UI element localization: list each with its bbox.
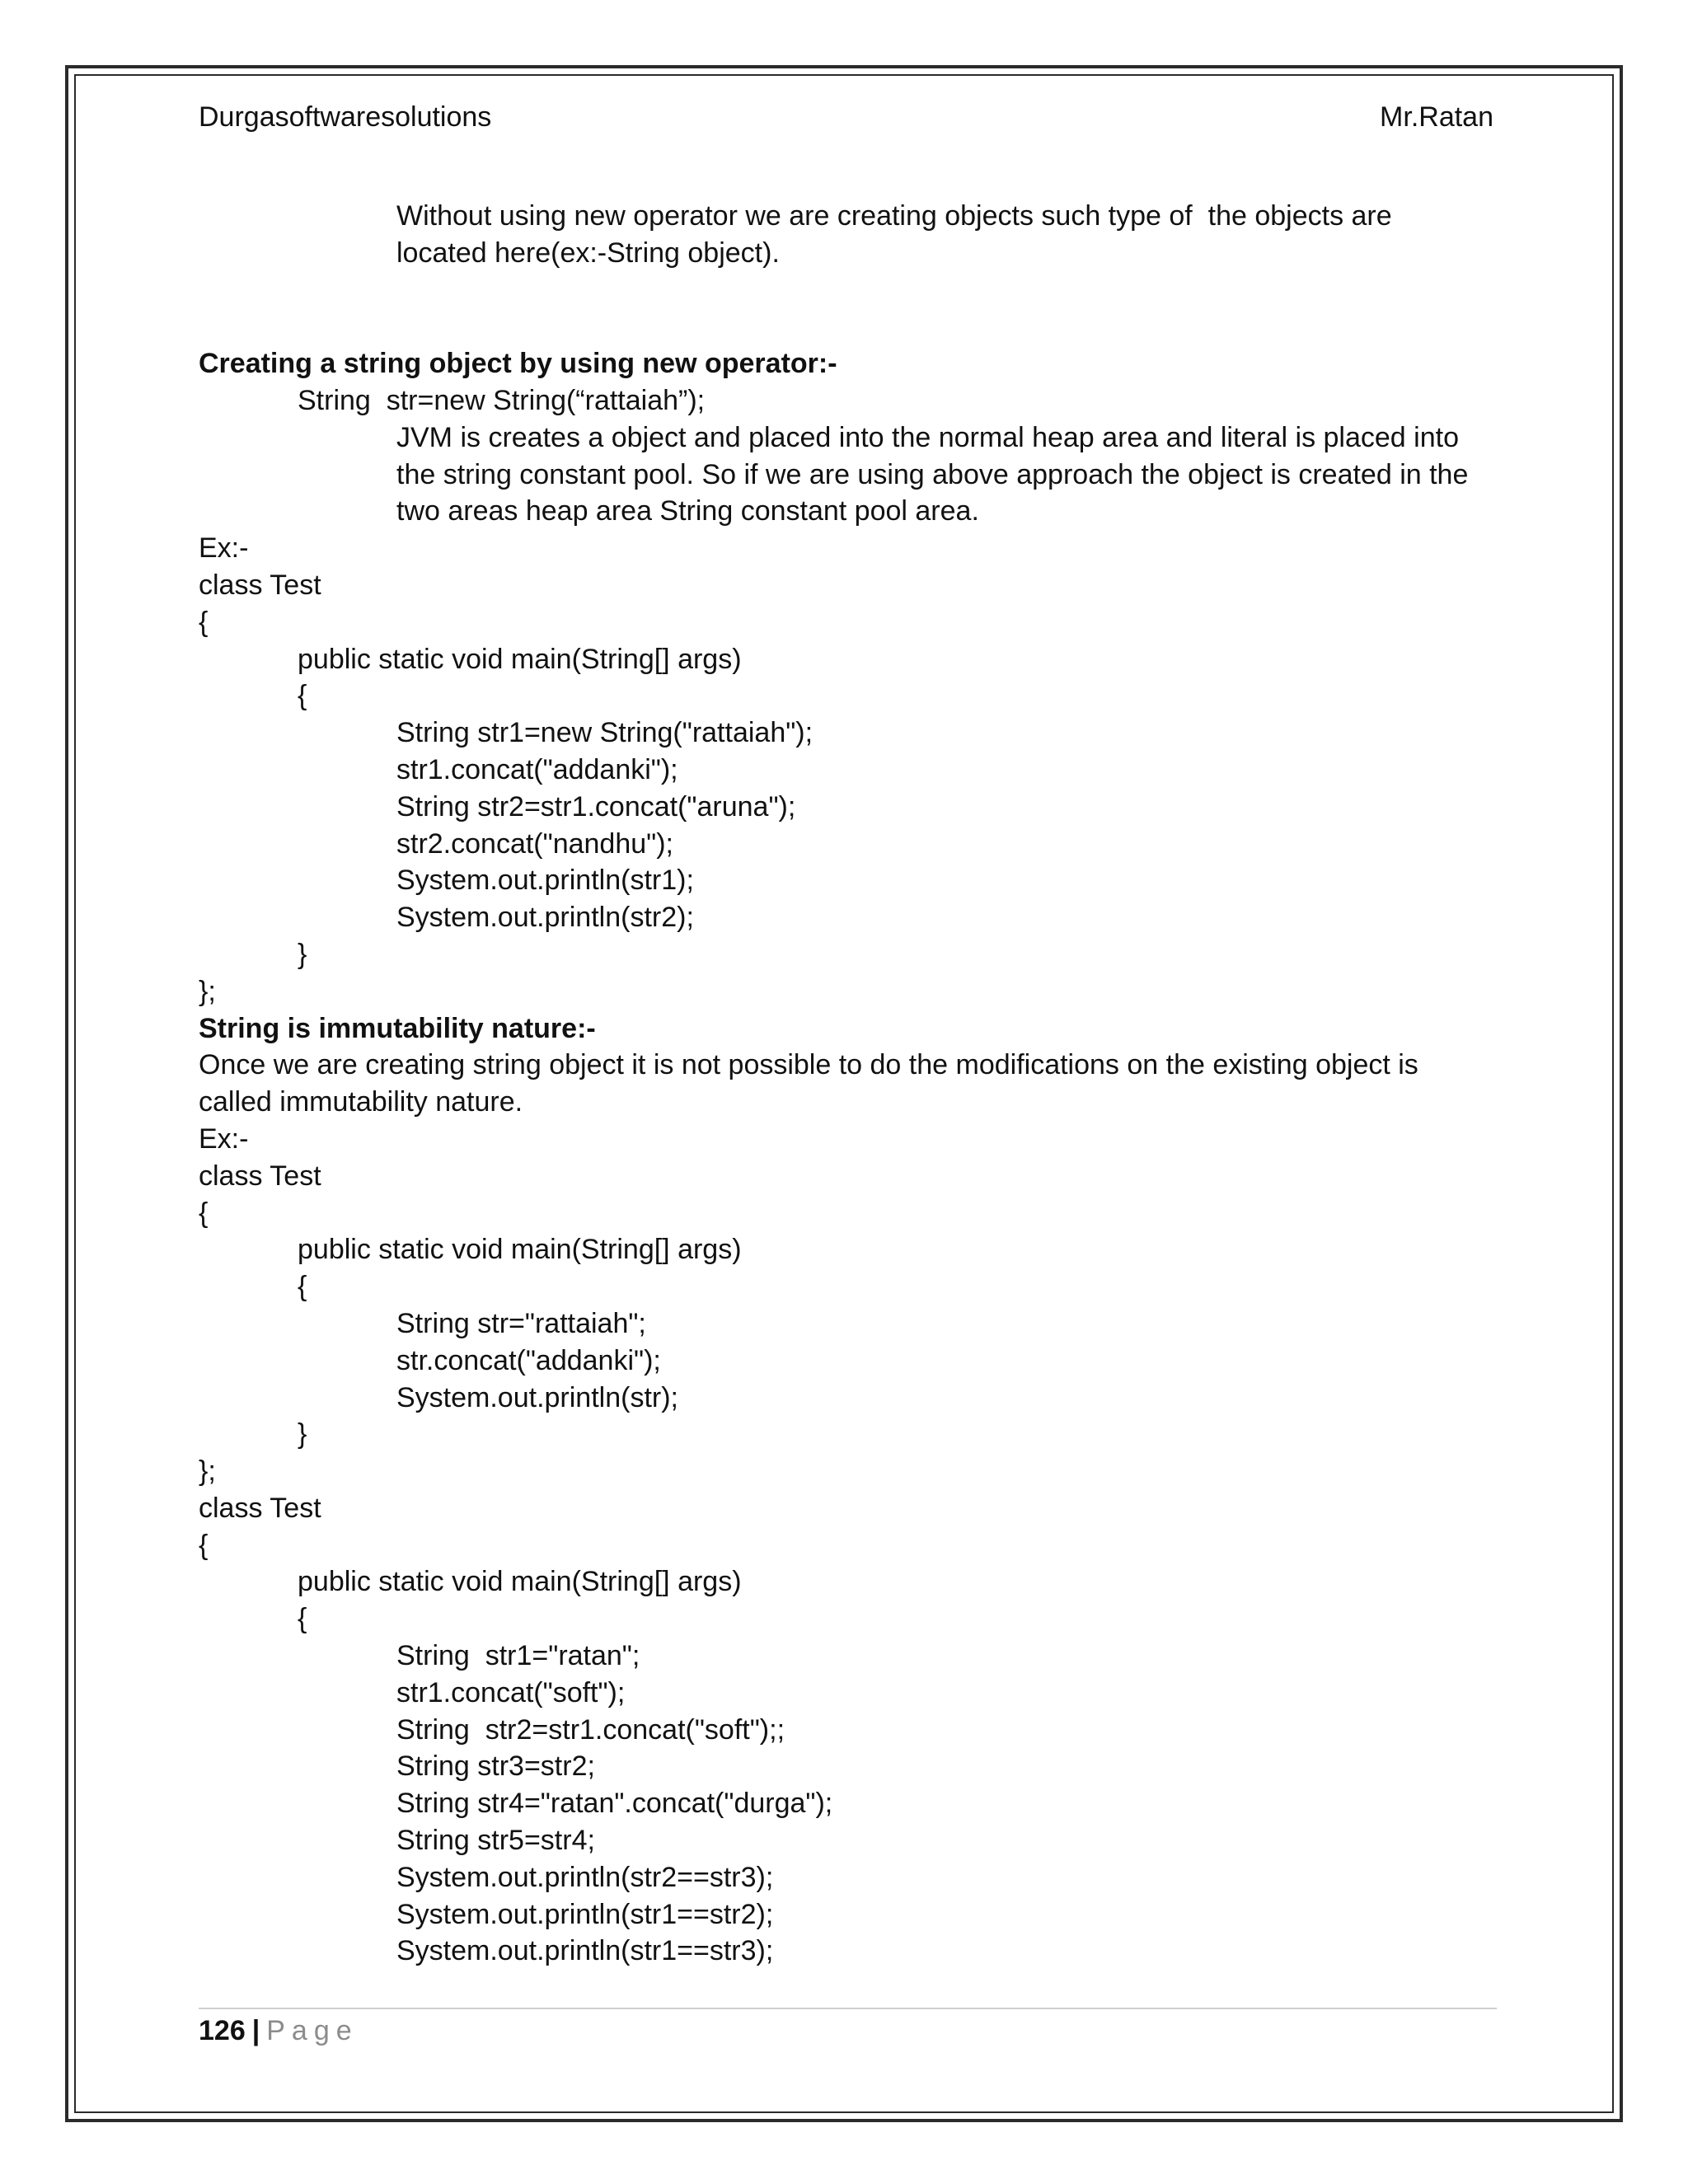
code-line: String str2=str1.concat("aruna");: [396, 790, 796, 823]
section-heading: String is immutability nature:-: [199, 1012, 596, 1044]
code-line: class Test: [199, 1160, 321, 1192]
code-line: str2.concat("nandhu");: [396, 827, 673, 860]
code-line: System.out.println(str2==str3);: [396, 1861, 774, 1893]
code-line: String str1=new String("rattaiah");: [396, 717, 814, 749]
intro-line: Without using new operator we are creating objects such type of the objects are: [396, 200, 1392, 232]
code-block: [199, 1158, 1501, 1490]
code-line: str.concat("addanki");: [396, 1344, 661, 1376]
code-line: str1.concat("soft");: [396, 1676, 626, 1708]
description-line: Once we are creating string object it is not possible to do the modifications on the existing object is: [199, 1049, 1418, 1081]
code-line: };: [199, 975, 216, 1007]
code-line: String str4="ratan".concat("durga");: [396, 1788, 833, 1820]
code-line: {: [199, 1529, 209, 1561]
code-line: String str1="ratan";: [396, 1640, 640, 1672]
code-line: String str2=str1.concat("soft");;: [396, 1713, 785, 1746]
code-line: str1.concat("addanki");: [396, 753, 678, 785]
code-line: String str3=str2;: [396, 1750, 595, 1783]
code-line: class Test: [199, 1492, 321, 1524]
description-line: two areas heap area String constant pool area.: [396, 495, 979, 527]
example-label: Ex:-: [199, 1122, 249, 1155]
code-block: [199, 567, 1501, 1010]
footer-rule: [199, 2008, 1497, 2009]
footer-separator: |: [251, 2015, 260, 2046]
code-line: };: [199, 1455, 216, 1488]
page-content: [199, 198, 1501, 1970]
code-line: System.out.println(str);: [396, 1381, 678, 1413]
page-word: Page: [266, 2015, 359, 2046]
code-line: class Test: [199, 569, 321, 601]
code-line: {: [298, 680, 307, 712]
page-footer: [199, 2013, 359, 2049]
code-line: {: [298, 1271, 307, 1303]
page-number: 126: [199, 2015, 246, 2046]
code-line: {: [199, 1197, 209, 1229]
example-label: Ex:-: [199, 532, 249, 565]
code-line: System.out.println(str1==str3);: [396, 1935, 774, 1967]
code-line: System.out.println(str1);: [396, 865, 694, 897]
code-line: }: [298, 938, 307, 970]
code-line: }: [298, 1418, 307, 1451]
code-line: {: [199, 606, 209, 638]
code-line: String str5=str4;: [396, 1825, 595, 1857]
code-line: public static void main(String[] args): [298, 1234, 742, 1266]
code-line: String str="rattaiah";: [396, 1307, 646, 1339]
description-line: called immutability nature.: [199, 1086, 523, 1118]
description-line: the string constant pool. So if we are using above approach the object is created in the: [396, 458, 1469, 490]
description-line: JVM is creates a object and placed into the normal heap area and literal is placed into: [396, 421, 1459, 453]
intro-line: located here(ex:-String object).: [396, 237, 780, 269]
code-line: System.out.println(str1==str2);: [396, 1898, 774, 1930]
header-author: Mr.Ratan: [1380, 101, 1493, 133]
code-line: public static void main(String[] args): [298, 1566, 742, 1598]
code-block: [199, 1490, 1501, 1970]
section-heading: Creating a string object by using new operator:-: [199, 348, 837, 380]
code-statement: String str=new String(“rattaiah”);: [298, 384, 706, 416]
code-line: {: [298, 1603, 307, 1635]
header-company: Durgasoftwaresolutions: [199, 101, 492, 133]
code-line: System.out.println(str2);: [396, 902, 694, 934]
code-line: public static void main(String[] args): [298, 643, 742, 675]
